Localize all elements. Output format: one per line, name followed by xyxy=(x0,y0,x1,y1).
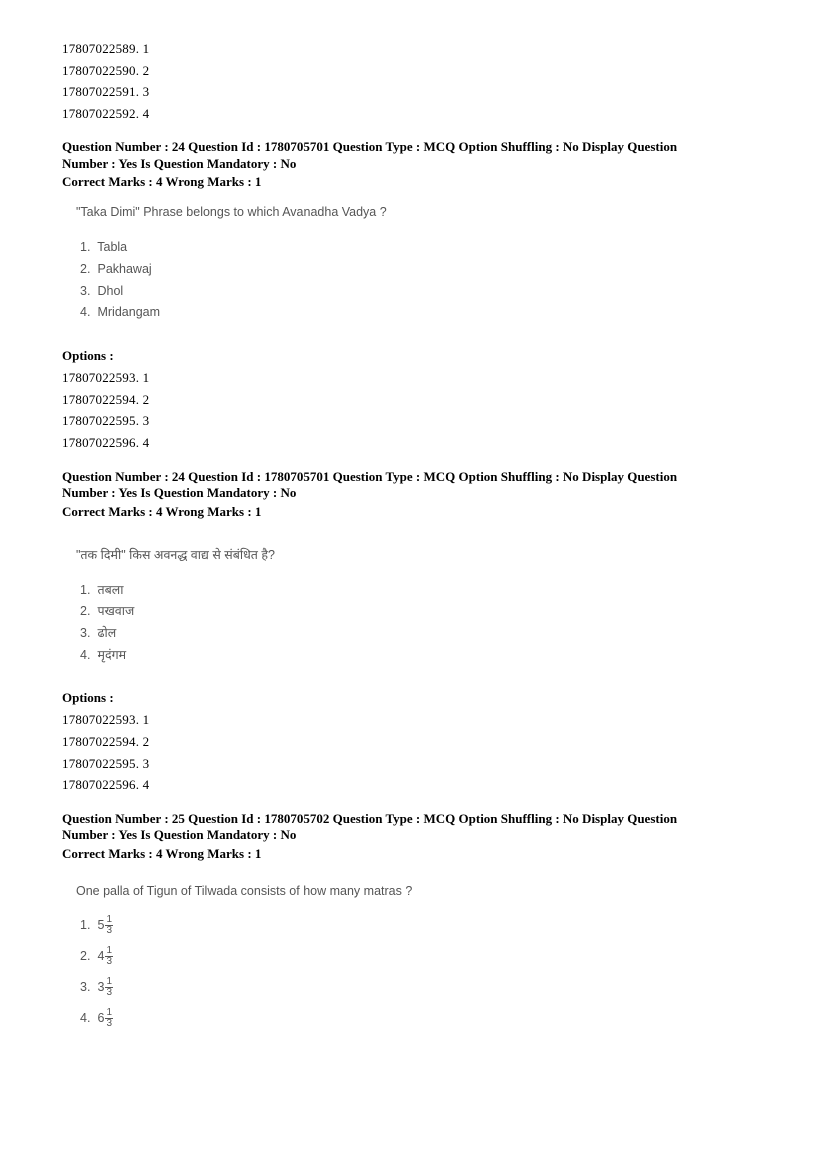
question-header-line: Number : Yes Is Question Mandatory : No xyxy=(62,827,297,843)
question-image xyxy=(62,882,762,1034)
option-line: 17807022593. 1 xyxy=(62,712,150,728)
question-stem: "Taka Dimi" Phrase belongs to which Avanadha Vadya ? xyxy=(76,205,387,220)
option-line: 17807022589. 1 xyxy=(62,41,150,56)
question-header-line: Question Number : 24 Question Id : 1780705701 Question Type : MCQ Option Shuffling : No Display Question xyxy=(62,468,678,484)
options-label: Options : xyxy=(62,690,114,706)
question-stem: One palla of Tigun of Tilwada consists of how many matras ? xyxy=(76,883,413,898)
option-line: 17807022591. 3 xyxy=(62,84,150,100)
option-line: 17807022593. 1 xyxy=(62,370,150,386)
options-label: Options : xyxy=(62,348,114,364)
fraction: $\frac{1}{3}$ xyxy=(106,944,112,967)
question-choice: 4. Mridangam xyxy=(80,305,161,320)
question-header xyxy=(62,469,762,502)
question-image xyxy=(62,546,762,667)
question-choice: 2. पखवाज xyxy=(80,604,135,619)
question-block-25 xyxy=(62,811,762,1034)
question-choice: 3. Dhol xyxy=(80,283,124,298)
question-choice: 2. Pakhawaj xyxy=(80,262,152,277)
option-line: 17807022596. 4 xyxy=(62,777,150,793)
marks-info: Correct Marks : 4 Wrong Marks : 1 xyxy=(62,503,262,519)
question-stem: "तक दिमी" किस अवनद्ध वाद्य से संबंधित है? xyxy=(76,547,275,562)
question-header-line: Question Number : 25 Question Id : 1780705702 Question Type : MCQ Option Shuffling : No Display Question xyxy=(62,810,678,826)
document-page xyxy=(62,38,762,1034)
fraction: $\frac{1}{3}$ xyxy=(106,1006,112,1029)
option-line: 17807022596. 4 xyxy=(62,434,150,450)
question-choice: 3. 3 $\frac{1}{3}$ xyxy=(80,975,112,998)
question-choice: 1. Tabla xyxy=(80,240,128,255)
question-image xyxy=(62,203,762,324)
marks-info: Correct Marks : 4 Wrong Marks : 1 xyxy=(62,174,262,190)
question-choice: 2. 4 $\frac{1}{3}$ xyxy=(80,944,112,967)
question-header-line: Question Number : 24 Question Id : 1780705701 Question Type : MCQ Option Shuffling : No Display Question xyxy=(62,139,678,155)
option-line: 17807022592. 4 xyxy=(62,105,150,121)
question-choice: 1. 5 $\frac{1}{3}$ xyxy=(80,913,112,936)
option-line: 17807022594. 2 xyxy=(62,391,150,407)
fraction: $\frac{1}{3}$ xyxy=(106,975,112,998)
question-block-24-en xyxy=(62,139,762,453)
fraction: $\frac{1}{3}$ xyxy=(106,913,112,936)
question-header-line: Number : Yes Is Question Mandatory : No xyxy=(62,155,297,171)
question-header-line: Number : Yes Is Question Mandatory : No xyxy=(62,485,297,501)
option-line: 17807022594. 2 xyxy=(62,733,150,749)
question-choice: 1. तबला xyxy=(80,582,124,597)
question-choice: 4. मृदंगम xyxy=(80,647,127,662)
question-header xyxy=(62,811,762,844)
question-choice: 3. ढोल xyxy=(80,625,117,640)
previous-options-list xyxy=(62,38,762,124)
marks-info: Correct Marks : 4 Wrong Marks : 1 xyxy=(62,845,262,861)
question-header xyxy=(62,139,762,172)
option-line: 17807022595. 3 xyxy=(62,413,150,429)
question-block-24-hi xyxy=(62,469,762,796)
option-line: 17807022590. 2 xyxy=(62,62,150,78)
question-choice: 4. 6 $\frac{1}{3}$ xyxy=(80,1006,112,1029)
option-line: 17807022595. 3 xyxy=(62,755,150,771)
